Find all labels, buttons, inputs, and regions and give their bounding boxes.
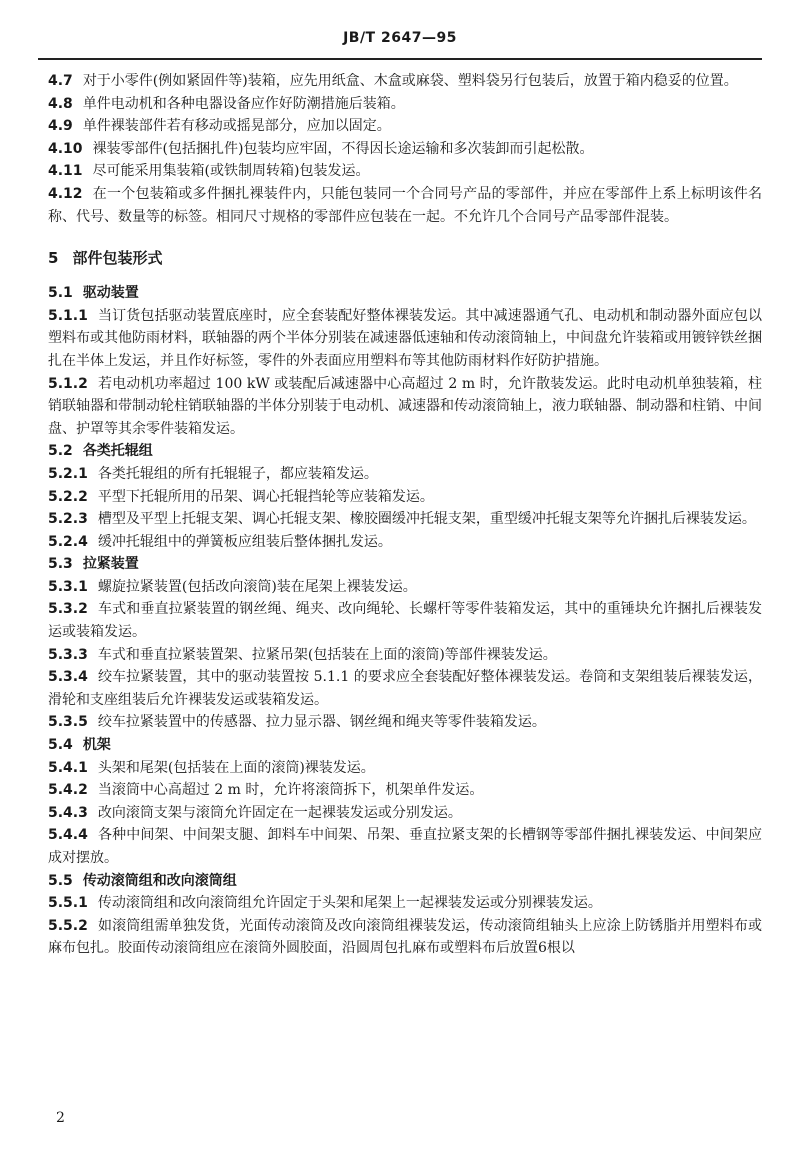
clause-number: 5.3.4: [48, 669, 88, 686]
clause-text: 平型下托辊所用的吊架、调心托辊挡轮等应装箱发运。: [97, 488, 434, 505]
clause-paragraph: [48, 160, 762, 183]
subsection-heading: [48, 870, 762, 893]
clause-number: 4.8: [48, 95, 73, 112]
clause-number: 5.4.3: [48, 804, 88, 821]
clause-paragraph: [48, 508, 762, 531]
clause-text: 单件裸装部件若有移动或摇晃部分，应加以固定。: [82, 118, 391, 135]
clause-number: 5.4: [48, 737, 73, 754]
clause-number: 4.7: [48, 73, 73, 89]
clause-text: 绞车拉紧装置中的传感器、拉力显示器、钢丝绳和绳夹等零件装箱发运。: [97, 714, 546, 731]
clause-text: 传动滚筒组和改向滚筒组: [82, 872, 237, 889]
page-content: [48, 70, 762, 960]
clause-number: 4.10: [48, 140, 83, 157]
clause-block-5: [48, 282, 762, 960]
clause-text: 车式和垂直拉紧装置架、拉紧吊架(包括装在上面的滚筒)等部件裸装发运。: [97, 646, 557, 663]
clause-number: 5.3.1: [48, 578, 88, 595]
clause-number: 5.4.2: [48, 782, 88, 799]
clause-paragraph: [48, 183, 762, 228]
clause-text: 各类托辊组: [82, 443, 153, 460]
clause-number: 5.5.1: [48, 895, 88, 912]
clause-number: 5.3: [48, 556, 73, 573]
clause-paragraph: [48, 486, 762, 509]
subsection-heading: [48, 440, 762, 463]
clause-paragraph: [48, 824, 762, 869]
clause-paragraph: [48, 666, 762, 711]
clause-text: 各种中间架、中间架支腿、卸料车中间架、吊架、垂直拉紧支架的长槽钢等零部件捆扎裸装发运、中间架应成对摆放。: [48, 827, 762, 866]
clause-paragraph: [48, 115, 762, 138]
clause-number: 5.5: [48, 872, 73, 889]
clause-text: 当滚筒中心高超过 2 m 时，允许将滚筒拆下，机架单件发运。: [97, 782, 484, 799]
clause-paragraph: [48, 598, 762, 643]
subsection-heading: [48, 734, 762, 757]
clause-paragraph: [48, 70, 762, 93]
clause-text: 如滚筒组需单独发货，光面传动滚筒及改向滚筒组裸装发运，传动滚筒组轴头上应涂上防锈脂并用塑料布或麻布包扎。胶面传动滚筒组应在滚筒外圆胶面，沿圆周包扎麻布或塑料布后放置6根以: [48, 917, 762, 957]
clause-number: 5.2.4: [48, 533, 88, 550]
clause-paragraph: [48, 305, 762, 373]
clause-text: 当订货包括驱动装置底座时，应全套装配好整体裸装发运。其中减速器通气孔、电动机和制动器外面应包以塑料布或其他防雨材料，联轴器的两个半体分别装在减速器低速轴和传动滚筒轴上，中间盘允许装箱或用镀锌铁丝捆扎在半体上发运，并且作好标签，零件的外表面应用塑料布等其他防雨材料作好防护措施。: [48, 307, 762, 369]
clause-number: 4.9: [48, 118, 73, 135]
clause-text: 传动滚筒组和改向滚筒组允许固定于头架和尾架上一起裸装发运或分别裸装发运。: [97, 895, 602, 912]
clause-text: 裸装零部件(包括捆扎件)包装均应牢固，不得因长途运输和多次装卸而引起松散。: [92, 140, 594, 157]
clause-number: 5.1.2: [48, 375, 88, 392]
clause-number: 5.1: [48, 285, 73, 302]
clause-paragraph: [48, 138, 762, 161]
clause-text: 缓冲托辊组中的弹簧板应组装后整体捆扎发运。: [97, 533, 392, 550]
page-number: 2: [56, 1110, 65, 1126]
clause-number: 4.12: [48, 185, 83, 202]
clause-text: 对于小零件(例如紧固件等)装箱，应先用纸盒、木盒或麻袋、塑料袋另行包装后，放置于箱内稳妥的位置。: [82, 73, 738, 89]
clause-number: 5.4.4: [48, 827, 88, 844]
clause-paragraph: [48, 757, 762, 780]
clause-number: 5.2.3: [48, 511, 88, 528]
document-header: JB/T 2647—95: [343, 30, 457, 46]
clause-text: 驱动装置: [82, 285, 139, 302]
clause-number: 4.11: [48, 163, 83, 180]
clause-number: 5.3.2: [48, 601, 88, 618]
clause-text: 绞车拉紧装置，其中的驱动装置按 5.1.1 的要求应全套装配好整体裸装发运。卷筒和支架组装后裸装发运，滑轮和支座组装后允许裸装发运或装箱发运。: [48, 669, 762, 708]
clause-number: 5.3.3: [48, 646, 88, 663]
clause-text: 尽可能采用集装箱(或铁制周转箱)包装发运。: [92, 163, 370, 180]
clause-number: 5.2.1: [48, 465, 88, 482]
clause-text: 拉紧装置: [82, 556, 139, 573]
clause-text: 各类托辊组的所有托辊辊子，都应装箱发运。: [97, 465, 378, 482]
clause-text: 头架和尾架(包括装在上面的滚筒)裸装发运。: [97, 759, 375, 776]
clause-text: 在一个包装箱或多件捆扎裸装件内，只能包装同一个合同号产品的零部件，并应在零部件上系上标明该件名称、代号、数量等的标签。相同尺寸规格的零部件应包装在一起。不允许几个合同号产品零部件混装。: [48, 185, 762, 225]
header-rule: [38, 58, 762, 60]
subsection-heading: [48, 553, 762, 576]
clause-number: 5.1.1: [48, 307, 88, 324]
clause-number: 5.4.1: [48, 759, 88, 776]
clause-paragraph: [48, 802, 762, 825]
clause-paragraph: [48, 531, 762, 554]
clause-block-4: [48, 70, 762, 228]
subsection-heading: [48, 282, 762, 305]
clause-text: 车式和垂直拉紧装置的钢丝绳、绳夹、改向绳轮、长螺杆等零件装箱发运，其中的重锤块允许捆扎后裸装发运或装箱发运。: [48, 601, 762, 641]
clause-paragraph: [48, 463, 762, 486]
clause-text: 改向滚筒支架与滚筒允许固定在一起裸装发运或分别发运。: [97, 804, 462, 821]
section-title: 部件包装形式: [72, 249, 163, 268]
clause-text: 螺旋拉紧装置(包括改向滚筒)装在尾架上裸装发运。: [97, 578, 417, 595]
clause-paragraph: [48, 576, 762, 599]
clause-text: 单件电动机和各种电器设备应作好防潮措施后装箱。: [82, 95, 405, 112]
section-number: 5: [48, 249, 59, 268]
clause-number: 5.2.2: [48, 488, 88, 505]
clause-paragraph: [48, 779, 762, 802]
clause-paragraph: [48, 711, 762, 734]
section-heading: [48, 246, 762, 270]
clause-paragraph: [48, 644, 762, 667]
clause-paragraph: [48, 892, 762, 915]
clause-paragraph: [48, 93, 762, 116]
clause-number: 5.5.2: [48, 917, 88, 934]
clause-text: 机架: [82, 737, 111, 754]
clause-text: 槽型及平型上托辊支架、调心托辊支架、橡胶圈缓冲托辊支架，重型缓冲托辊支架等允许捆扎后裸装发运。: [97, 511, 756, 528]
clause-paragraph: [48, 373, 762, 441]
clause-paragraph: [48, 915, 762, 960]
clause-number: 5.2: [48, 443, 73, 460]
clause-number: 5.3.5: [48, 714, 88, 731]
clause-text: 若电动机功率超过 100 kW 或装配后减速器中心高超过 2 m 时，允许散装发运。此时电动机单独装箱，柱销联轴器和带制动轮柱销联轴器的半体分别装于电动机、减速器和传动滚筒轴上，液力联轴器、制动器和柱销、中间盘、护罩等其余零件装箱发运。: [48, 375, 762, 437]
